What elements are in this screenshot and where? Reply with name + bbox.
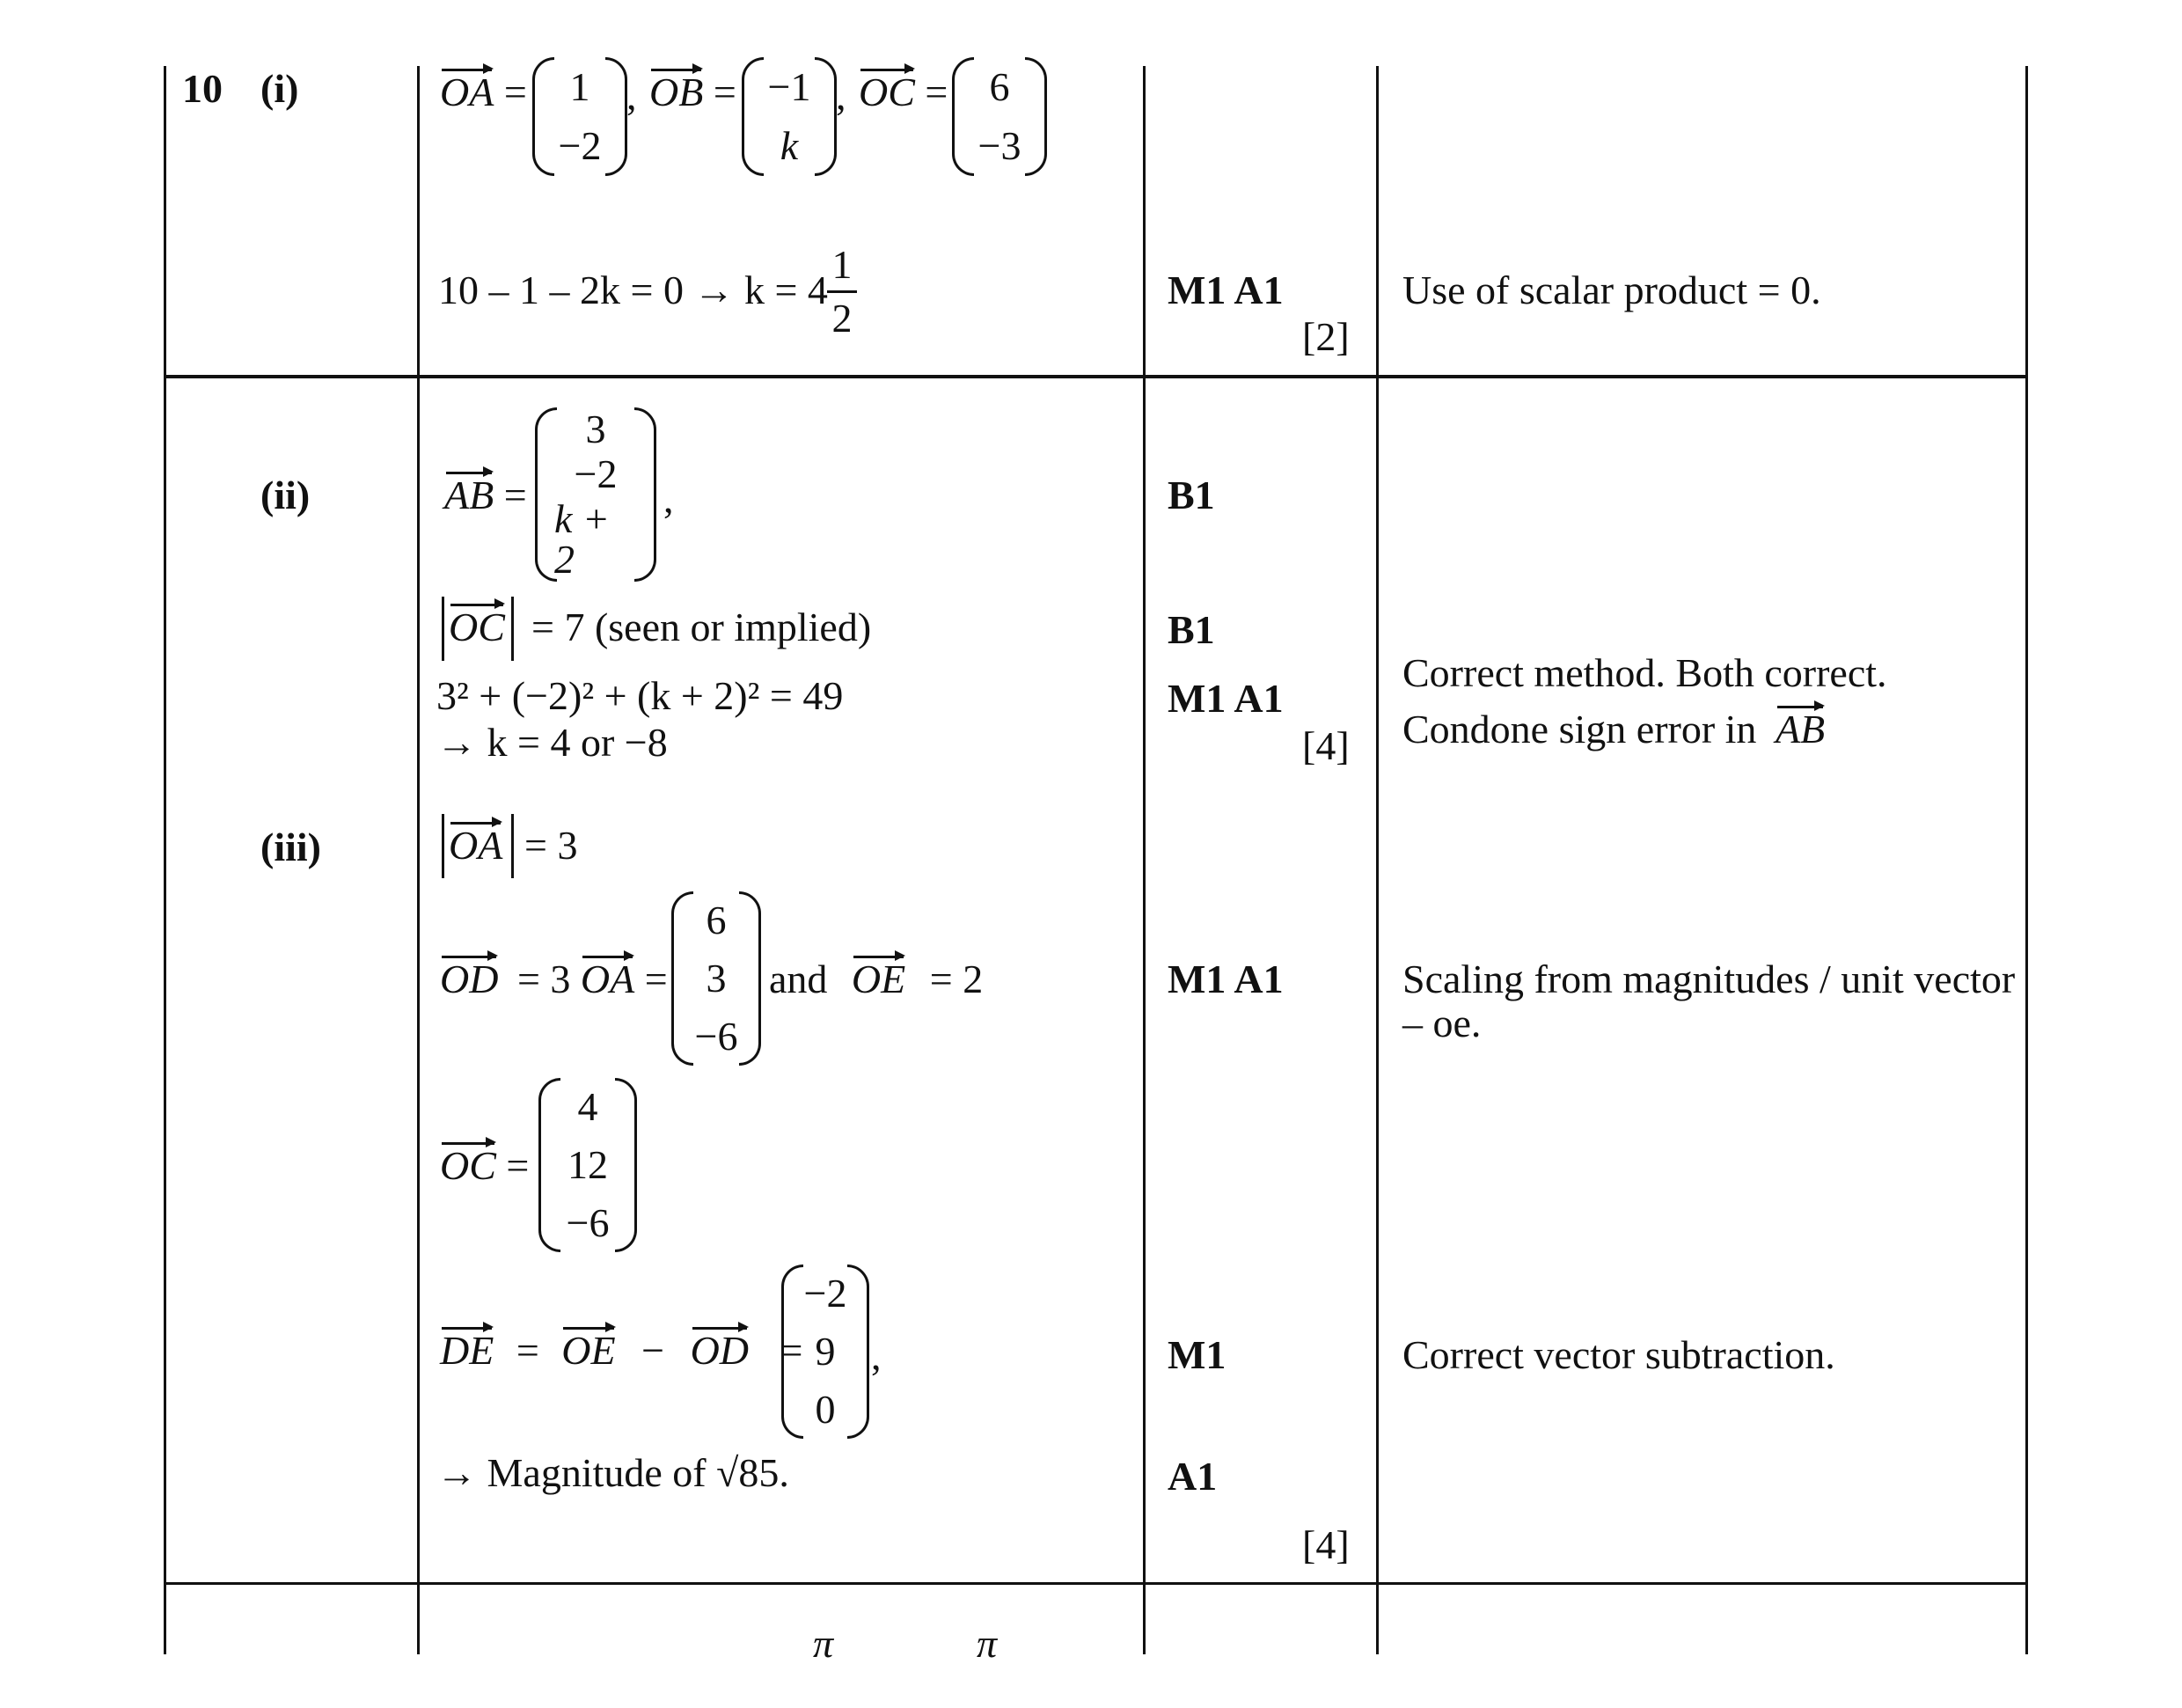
magnitude-oc-vector [449,607,505,648]
comma: , [836,73,846,118]
comma: , [871,1333,882,1378]
vector-oe: OE [561,1328,616,1373]
pi-symbol: π [977,1621,998,1666]
ab-definition [444,475,527,516]
col-line-0 [164,66,166,1654]
vector-oc: OC [859,70,915,114]
minus-sign: − [641,1328,665,1373]
equals-sign: = [503,473,527,517]
row-line-2 [164,1582,2028,1585]
equals-sign: = [516,1328,539,1373]
vector-component: k + 2 [554,495,610,582]
guidance-iii-line2: – oe. [1402,1001,1482,1045]
vector-component: k [780,123,799,169]
cutoff-row [792,1621,1144,1666]
vector-component: 6 [706,898,727,942]
vector-component: 4 [577,1084,598,1129]
vector-oa: OA [449,823,503,868]
vector-ob-column [742,57,837,176]
vector-de-column [781,1265,869,1439]
equals-sign: = [644,957,668,1001]
marks-i: M1 A1 [1168,268,1284,312]
mark-b1-ab: B1 [1168,473,1215,517]
vector-ab-column [535,407,656,582]
vector-component: 3 [585,407,606,452]
vector-ob: OB [649,70,704,114]
vector-oe: OE [851,957,906,1001]
vector-oc: OC [449,605,505,649]
vector-od-column [671,891,761,1066]
oe-value: = 2 [929,957,984,1001]
vector-ab: AB [1775,707,1826,751]
vector-oc: OC [440,1143,496,1188]
vector-component: −6 [694,1014,738,1059]
col-line-3 [1376,66,1379,1654]
vector-component: −2 [558,123,602,169]
de-definition [440,1330,802,1371]
vector-oa: OA [440,70,494,114]
vector-component: 0 [815,1387,836,1432]
vector-component: −2 [574,451,618,496]
total-ii: [4] [1302,723,1350,768]
col-line-4 [2025,66,2028,1654]
comma: , [663,476,674,521]
fraction-denominator: 2 [831,296,853,341]
oa-definition [440,72,527,113]
marks-ii: M1 A1 [1168,676,1284,721]
vector-component: 6 [989,63,1010,109]
od-scale: = 3 [516,957,571,1001]
oe-definition [769,959,983,1000]
magnitude-oa-vector [449,825,502,866]
vector-de: DE [440,1328,494,1373]
guidance-ii-line2 [1402,709,1825,750]
guidance-iii-line3: Correct vector subtraction. [1402,1332,1835,1377]
vector-oa-column [532,57,627,176]
guidance-ii-line1: Correct method. Both correct. [1402,650,1887,695]
equation-ii: 3² + (−2)² + (k + 2)² = 49 [436,673,844,718]
vector-od: OD [440,957,499,1001]
equals-sign: = [503,70,527,114]
vector-component: −3 [978,123,1021,169]
guidance-iii-line1: Scaling from magnitudes / unit vector [1402,957,2016,1001]
magnitude-oc-text: = 7 (seen or implied) [531,605,872,649]
row-line-1 [164,375,2028,378]
equals-sign: = [780,1328,803,1373]
pi-symbol: π [813,1621,834,1666]
col-line-2 [1143,66,1146,1654]
col-line-1 [417,66,420,1654]
vector-component: −6 [566,1200,610,1245]
marks-iii-scaling: M1 A1 [1168,957,1284,1001]
solution-ii: → k = 4 or −8 [436,720,668,765]
magnitude-result: → Magnitude of √85. [436,1450,789,1495]
vector-od: OD [690,1328,750,1373]
fraction-numerator: 1 [831,242,853,287]
vector-oc-new-column [538,1078,637,1252]
magnitude-oa-text: = 3 [524,823,578,868]
part-iii-label: (iii) [260,825,321,869]
od-definition [440,959,668,1000]
comma: , [626,73,637,118]
mark-b1-magnitude: B1 [1168,607,1215,652]
equals-sign: = [925,70,948,114]
mark-m1-subtraction: M1 [1168,1332,1226,1377]
and-word: and [769,957,828,1001]
vector-ab: AB [444,473,494,517]
equals-sign: = [506,1143,530,1188]
vector-component: 3 [706,956,727,1001]
fraction-half [827,242,857,341]
oc-new-definition [440,1143,530,1188]
oc-definition [859,72,948,113]
vector-component: 1 [569,63,590,109]
equals-sign: = [713,70,736,114]
vector-component: 9 [815,1329,836,1374]
total-i: [2] [1302,314,1350,359]
vector-oa: OA [580,957,635,1001]
guidance-i: Use of scalar product = 0. [1402,268,1821,312]
question-number: 10 [182,66,223,111]
total-iii: [4] [1302,1522,1350,1567]
scalar-product-working: 10 – 1 – 2k = 0 → k = 4 [438,268,828,312]
vector-oc-column [952,57,1047,176]
guidance-ii-text: Condone sign error in [1402,707,1757,751]
mark-a1-result: A1 [1168,1454,1218,1499]
part-i-label: (i) [260,66,299,111]
vector-component: −1 [767,63,811,109]
ob-definition [649,72,736,113]
part-ii-label: (ii) [260,473,311,517]
vector-component: 12 [567,1142,608,1187]
vector-component: −2 [803,1271,847,1316]
